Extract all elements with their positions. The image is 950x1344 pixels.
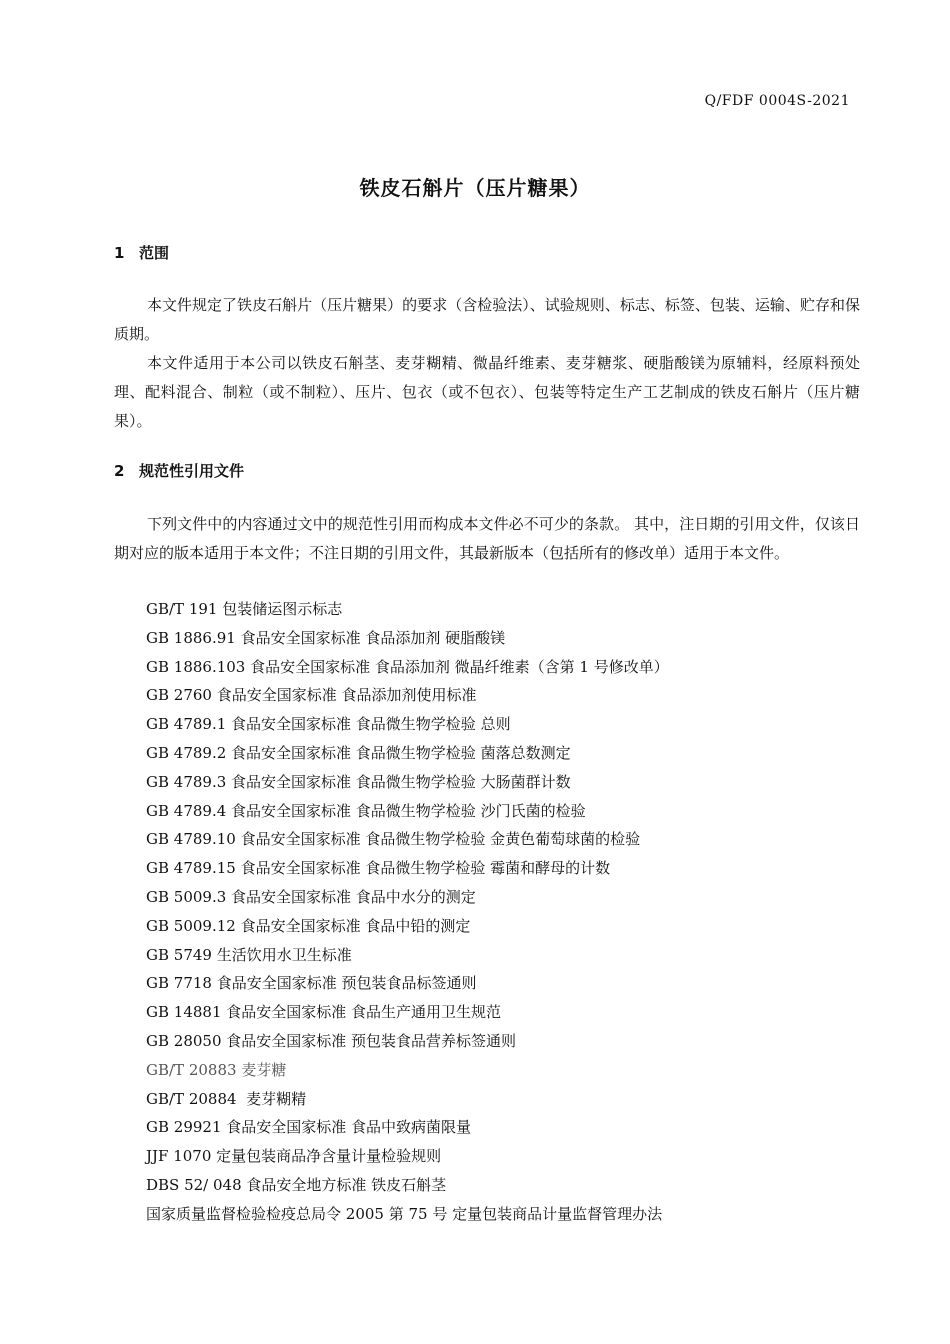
section-title: 范围: [139, 244, 170, 262]
reference-item: GB/T 191 包装储运图示标志: [146, 600, 343, 618]
reference-item: GB/T 20884 麦芽糊精: [146, 1089, 307, 1108]
document-title: 铁皮石斛片（压片糖果）: [359, 176, 591, 200]
document-code: Q/FDF 0004S-2021: [704, 93, 850, 109]
reference-item: GB 2760 食品安全国家标准 食品添加剂使用标准: [146, 686, 477, 705]
reference-item: GB 28050 食品安全国家标准 预包装食品营养标签通则: [146, 1031, 517, 1050]
reference-item: GB/T 20883 麦芽糖: [146, 1060, 287, 1079]
reference-item: GB 7718 食品安全国家标准 预包装食品标签通则: [146, 974, 477, 993]
section-number: 2: [114, 462, 125, 480]
reference-item: GB 29921 食品安全国家标准 食品中致病菌限量: [146, 1118, 472, 1137]
reference-item: GB 4789.15 食品安全国家标准 食品微生物学检验 霉菌和酵母的计数: [146, 859, 611, 878]
reference-item: GB 4789.2 食品安全国家标准 食品微生物学检验 菌落总数测定: [146, 743, 571, 762]
reference-item: DBS 52/ 048 食品安全地方标准 铁皮石斛茎: [146, 1175, 447, 1194]
reference-item: 国家质量监督检验检疫总局令 2005 第 75 号 定量包装商品计量监督管理办法: [146, 1204, 663, 1223]
reference-item: GB 5009.12 食品安全国家标准 食品中铅的测定: [146, 916, 471, 935]
section-2-heading: [114, 460, 244, 481]
section-title: 规范性引用文件: [139, 462, 245, 480]
reference-item: GB 5749 生活饮用水卫生标准: [146, 945, 352, 964]
reference-item: GB 5009.3 食品安全国家标准 食品中水分的测定: [146, 887, 476, 906]
scope-paragraph-1: 本文件规定了铁皮石斛片（压片糖果）的要求（含检验法）、试验规则、标志、标签、包装、运输、贮存和保质期。: [114, 296, 860, 343]
references-intro-paragraph: 下列文件中的内容通过文中的规范性引用而构成本文件必不可少的条款。 其中，注日期的引用文件，仅该日期对应的版本适用于本文件；不注日期的引用文件，其最新版本（包括所有的修改单）适用于本文件。: [114, 515, 860, 562]
reference-item: GB 4789.3 食品安全国家标准 食品微生物学检验 大肠菌群计数: [146, 772, 571, 791]
reference-item: GB 4789.10 食品安全国家标准 食品微生物学检验 金黄色葡萄球菌的检验: [146, 830, 641, 849]
reference-item: JJF 1070 定量包装商品净含量计量检验规则: [146, 1147, 442, 1166]
normative-references-list: [146, 595, 669, 1229]
section-1-heading: [114, 242, 169, 263]
reference-item: GB 14881 食品安全国家标准 食品生产通用卫生规范: [146, 1003, 502, 1022]
reference-item: GB 4789.4 食品安全国家标准 食品微生物学检验 沙门氏菌的检验: [146, 801, 586, 820]
scope-paragraph-2: 本文件适用于本公司以铁皮石斛茎、麦芽糊精、微晶纤维素、麦芽糖浆、硬脂酸镁为原辅料，经原料预处理、配料混合、制粒（或不制粒）、压片、包衣（或不包衣）、包装等特定生产工艺制成的铁皮石斛片（压片糖果）。: [114, 354, 860, 430]
reference-item: GB 1886.103 食品安全国家标准 食品添加剂 微晶纤维素（含第 1 号修改单）: [146, 657, 669, 676]
section-number: 1: [114, 244, 125, 262]
reference-item: GB 4789.1 食品安全国家标准 食品微生物学检验 总则: [146, 715, 511, 734]
reference-item: GB 1886.91 食品安全国家标准 食品添加剂 硬脂酸镁: [146, 628, 506, 647]
